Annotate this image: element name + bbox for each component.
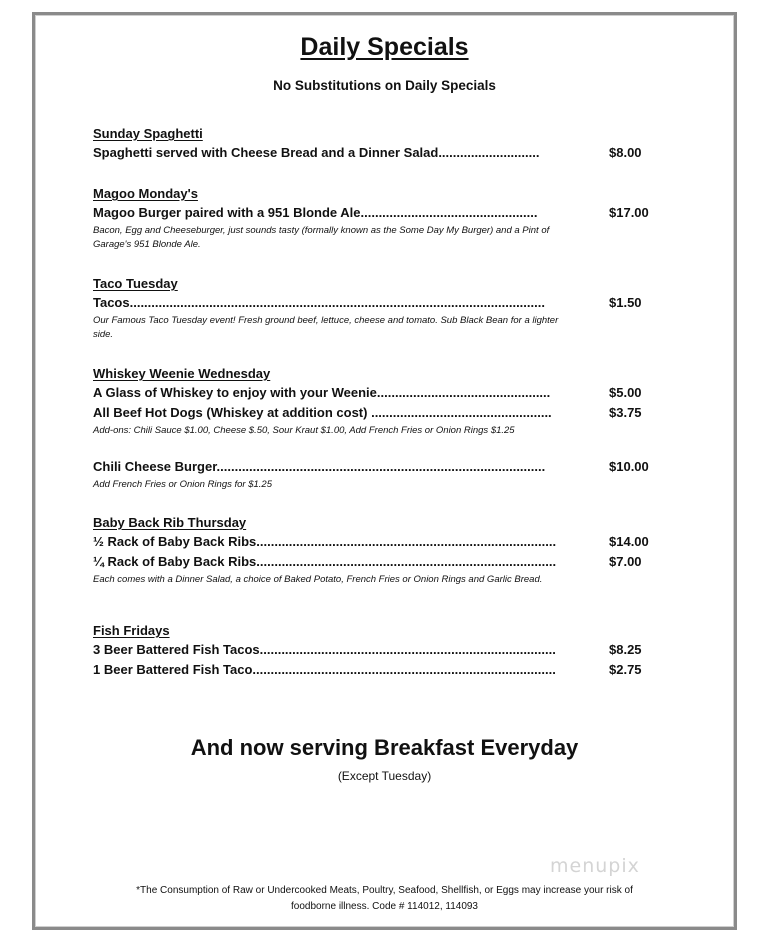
section-note: Add-ons: Chili Sauce $1.00, Cheese $.50, Sour Kraut $1.00, Add French Fries or Onion Rings $1.25 (93, 425, 515, 436)
menu-item-price: $7.00 (609, 554, 642, 569)
menu-item-price: $2.75 (609, 662, 642, 677)
menu-item (93, 383, 663, 403)
menu-item (93, 660, 663, 680)
menu-item (93, 203, 663, 223)
menu-item (93, 640, 663, 660)
menu-item (93, 552, 663, 572)
menu-item (93, 403, 663, 423)
footer-line: *The Consumption of Raw or Undercooked Meats, Poultry, Seafood, Shellfish, or Eggs may increase your risk of (136, 885, 633, 896)
menu-item-price: $17.00 (609, 205, 649, 220)
page-subtitle: No Substitutions on Daily Specials (273, 78, 496, 93)
menu-page (32, 12, 737, 930)
section-note: Add French Fries or Onion Rings for $1.25 (93, 479, 273, 490)
page-title: Daily Specials (300, 33, 469, 61)
section-title: Whiskey Weenie Wednesday (93, 366, 271, 381)
menu-item-label: Magoo Burger paired with a 951 Blonde Ale................................................. (93, 205, 538, 220)
section-whiskey-weenie-wednesday (93, 365, 663, 438)
footer-disclaimer (75, 883, 694, 915)
menu-item-label: ½ Rack of Baby Back Ribs................................................................................... (93, 534, 557, 549)
menu-item-label: 1 Beer Battered Fish Taco.................................................................................... (93, 662, 556, 677)
menu-item-price: $8.25 (609, 642, 642, 657)
section-title: Magoo Monday's (93, 186, 198, 201)
footer-line: foodborne illness. Code # 114012, 114093 (291, 901, 478, 912)
section-note: Our Famous Taco Tuesday event! Fresh ground beef, lettuce, cheese and tomato. Sub Black Bean for a lighter side. (93, 315, 559, 340)
menu-item-label: Chili Cheese Burger........................................................................................... (93, 459, 546, 474)
section-title: Sunday Spaghetti (93, 126, 203, 141)
menu-item-price: $1.50 (609, 295, 642, 310)
menu-item-price: $3.75 (609, 405, 642, 420)
breakfast-headline: And now serving Breakfast Everyday (190, 735, 579, 760)
section-title: Taco Tuesday (93, 276, 178, 291)
section-sunday-spaghetti (93, 125, 663, 163)
breakfast-subline: (Except Tuesday) (337, 769, 432, 783)
section-taco-tuesday (93, 275, 663, 342)
menu-item-label: Spaghetti served with Cheese Bread and a Dinner Salad............................ (93, 145, 540, 160)
menu-item-label: A Glass of Whiskey to enjoy with your Weenie................................................ (93, 385, 551, 400)
menu-item-price: $5.00 (609, 385, 642, 400)
section-title: Fish Fridays (93, 623, 170, 638)
menu-item-label: ¼ Rack of Baby Back Ribs................................................................................... (93, 554, 557, 569)
menu-item (93, 532, 663, 552)
menu-item-price: $8.00 (609, 145, 642, 160)
menu-item-price: $14.00 (609, 534, 649, 549)
section-fish-fridays (93, 622, 663, 680)
menu-item (93, 293, 663, 313)
section-note: Each comes with a Dinner Salad, a choice of Baked Potato, French Fries or Onion Rings and Garlic Bread. (93, 574, 543, 585)
section-note: Bacon, Egg and Cheeseburger, just sounds tasty (formally known as the Some Day My Burger) and a Pint of Garage's 951 Blonde Ale. (93, 225, 550, 250)
menu-item-label: 3 Beer Battered Fish Tacos.................................................................................. (93, 642, 556, 657)
watermark-logo: menupix (550, 855, 640, 877)
menu-item (93, 457, 663, 477)
menu-item-label: All Beef Hot Dogs (Whiskey at addition cost) .................................................. (93, 405, 552, 420)
section-baby-back-rib-thursday (93, 514, 663, 587)
menu-item-label: Tacos................................................................................................................... (93, 295, 545, 310)
section-magoo-monday (93, 185, 663, 252)
section-chili-cheese-burger (93, 457, 663, 492)
menu-item (93, 143, 663, 163)
menu-item-price: $10.00 (609, 459, 649, 474)
section-title: Baby Back Rib Thursday (93, 515, 247, 530)
